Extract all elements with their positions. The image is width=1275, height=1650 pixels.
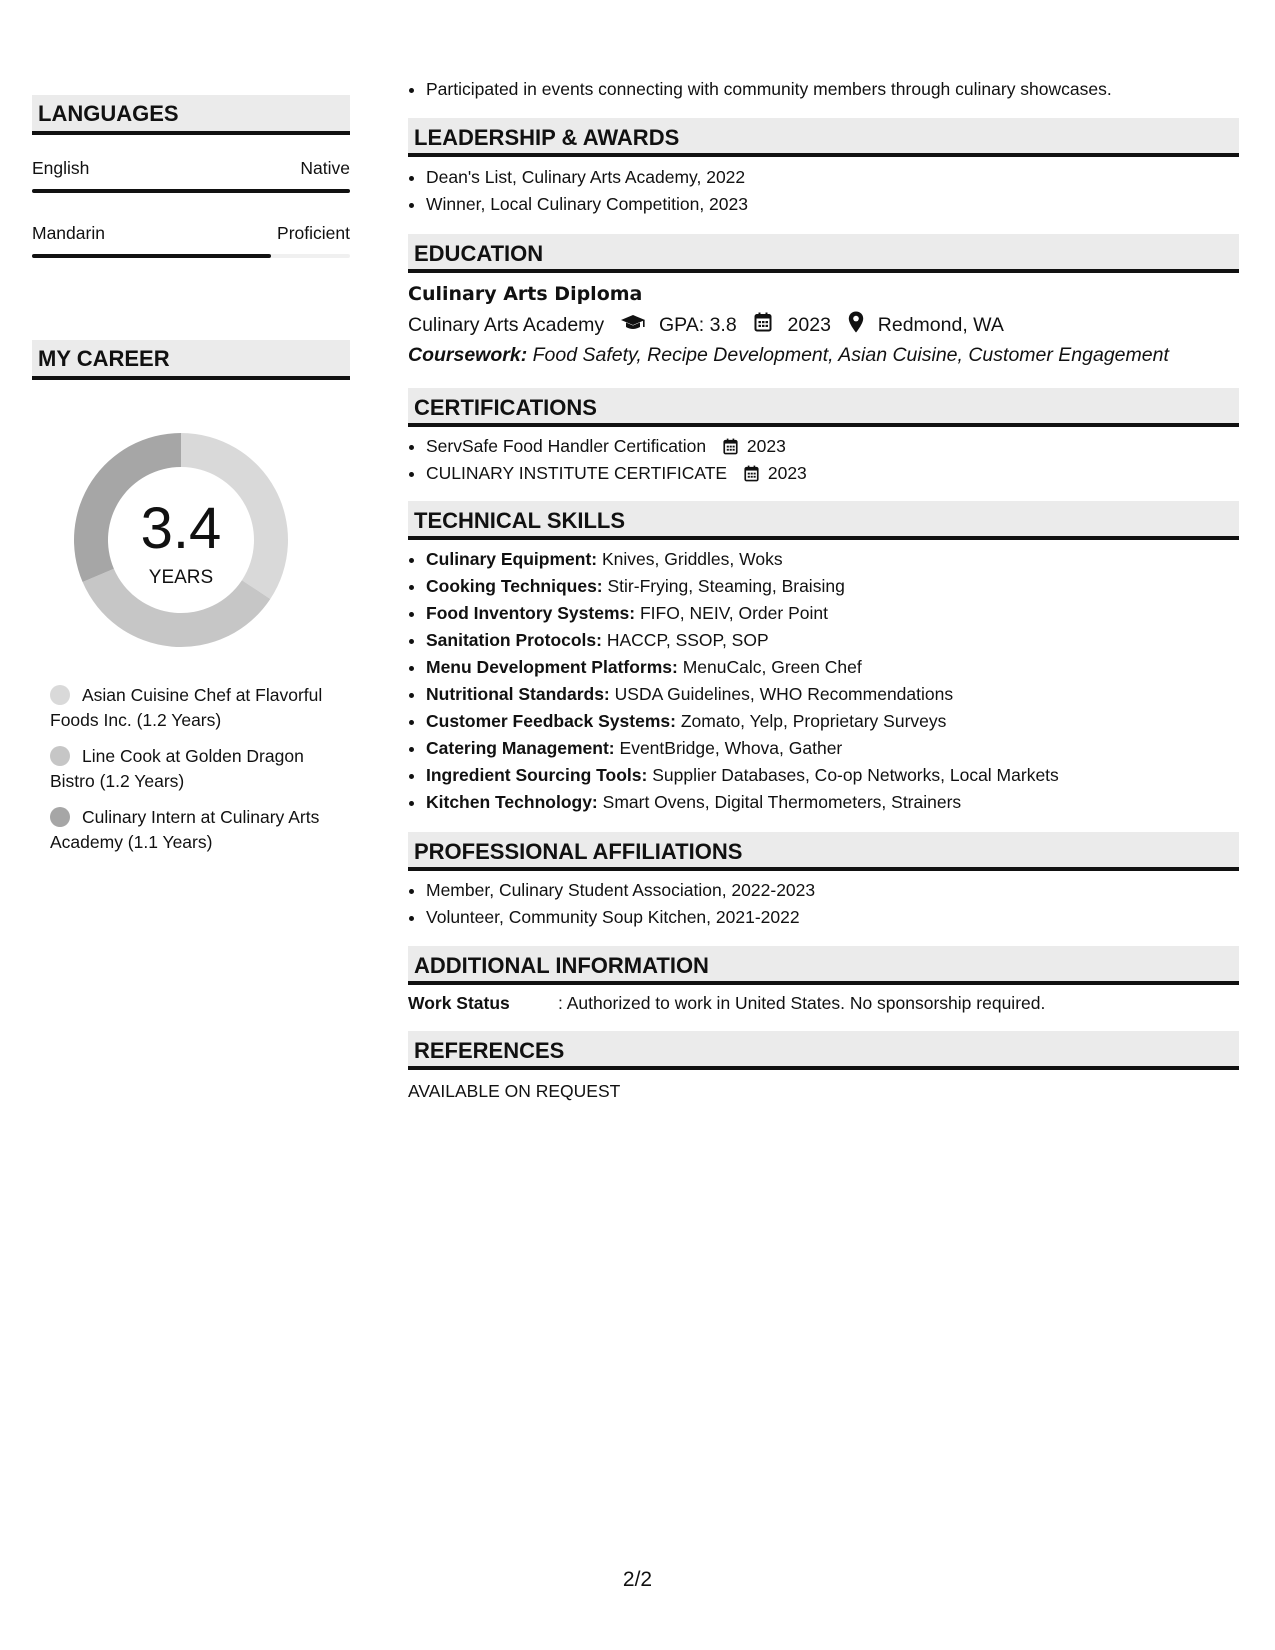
school-location: Redmond, WA [877,313,1004,336]
experience-continued-list [408,76,1239,103]
career-legend [50,683,350,866]
skill-item [426,573,1239,600]
skill-value: EventBridge, Whova, Gather [619,737,843,758]
skill-label: Catering Management: [426,737,615,758]
skill-item [426,546,1239,573]
skill-label: Ingredient Sourcing Tools: [426,764,648,785]
main-content [408,76,1239,1105]
career-item-text: Asian Cuisine Chef at Flavorful Foods Inc. (1.2 Years) [50,685,323,730]
skill-value: Knives, Griddles, Woks [602,548,783,569]
leadership-list [408,164,1239,218]
language-proficiency-fill [32,189,350,193]
list-item [426,460,1239,487]
skill-label: Nutritional Standards: [426,683,610,704]
location-pin-icon [848,311,864,333]
skill-value: Smart Ovens, Digital Thermometers, Strainers [602,791,962,812]
work-status-row [408,990,1239,1017]
career-donut [66,425,296,655]
certifications-heading: CERTIFICATIONS [408,388,1239,427]
skill-item [426,735,1239,762]
certification-name: ServSafe Food Handler Certification [426,435,707,456]
work-status-label: Work Status [408,992,510,1013]
skills-list [408,546,1239,816]
career-total: 3.4 [140,496,222,561]
certifications-list [408,433,1239,487]
skill-value: HACCP, SSOP, SOP [606,629,769,650]
gpa: GPA: 3.8 [659,313,737,336]
skills-heading: TECHNICAL SKILLS [408,501,1239,540]
list-item: • Member, Culinary Student Association, 2022-2023 [426,877,1239,904]
skill-label: Sanitation Protocols: [426,629,602,650]
list-item [426,433,1239,460]
calendar-icon [723,438,738,455]
languages-heading: LANGUAGES [32,95,350,135]
sidebar [32,95,350,852]
references-heading: REFERENCES [408,1031,1239,1070]
skill-label: Kitchen Technology: [426,791,598,812]
career-heading: MY CAREER [32,340,350,380]
skill-value: FIFO, NEIV, Order Point [639,602,828,623]
skill-label: Customer Feedback Systems: [426,710,676,731]
affiliations-list [408,877,1239,931]
additional-info-heading: ADDITIONAL INFORMATION [408,946,1239,985]
school-name: Culinary Arts Academy [408,313,605,336]
career-unit: YEARS [148,567,214,588]
skill-label: Menu Development Platforms: [426,656,678,677]
skill-item [426,789,1239,816]
certification-year: 2023 [746,435,786,456]
skill-value: USDA Guidelines, WHO Recommendations [614,683,954,704]
career-item [50,683,350,733]
graduation-cap-icon [620,314,646,332]
skill-item [426,654,1239,681]
language-item [32,223,350,258]
skill-item [426,627,1239,654]
skill-value: Zomato, Yelp, Proprietary Surveys [680,710,947,731]
coursework-label: Coursework: [408,343,528,366]
list-item: • Dean's List, Culinary Arts Academy, 2022 [426,164,1239,191]
skill-value: Stir-Frying, Steaming, Braising [607,575,845,596]
legend-dot-icon [50,746,70,766]
calendar-icon [754,312,772,332]
skill-value: Supplier Databases, Co-op Networks, Local Markets [652,764,1059,785]
skill-value: MenuCalc, Green Chef [682,656,862,677]
education-details [408,309,1239,340]
list-item: • Participated in events connecting with community members through culinary showcases. [426,76,1239,103]
career-item-text: Line Cook at Golden Dragon Bistro (1.2 Years) [50,746,304,791]
language-proficiency-bar [32,189,350,193]
leadership-heading: LEADERSHIP & AWARDS [408,118,1239,157]
references-text: AVAILABLE ON REQUEST [408,1080,621,1101]
education-entry [408,279,1239,370]
language-proficiency-bar [32,254,350,258]
list-item: • Volunteer, Community Soup Kitchen, 2021-2022 [426,904,1239,931]
work-status-value: : Authorized to work in United States. No sponsorship required. [558,992,1046,1013]
career-item [50,805,350,855]
list-item: • Winner, Local Culinary Competition, 2023 [426,191,1239,218]
skill-item [426,681,1239,708]
career-item-text: Culinary Intern at Culinary Arts Academy (1.1 Years) [50,807,320,852]
skill-label: Cooking Techniques: [426,575,603,596]
certification-year: 2023 [767,462,807,483]
coursework [408,340,1239,370]
skill-item [426,762,1239,789]
calendar-icon [744,465,759,482]
page-number: 2/2 [622,1568,653,1591]
legend-dot-icon [50,685,70,705]
language-name: Mandarin [32,223,105,243]
degree-title: Culinary Arts Diploma [408,283,643,305]
language-item [32,158,350,193]
language-proficiency-fill [32,254,271,258]
skill-item [426,708,1239,735]
affiliations-heading: PROFESSIONAL AFFILIATIONS [408,832,1239,871]
graduation-year: 2023 [787,313,831,336]
legend-dot-icon [50,807,70,827]
coursework-list: Food Safety, Recipe Development, Asian Cuisine, Customer Engagement [532,343,1169,366]
skill-label: Food Inventory Systems: [426,602,636,623]
language-level: Proficient [277,223,350,243]
language-level: Native [300,158,350,178]
career-item [50,744,350,794]
skill-item [426,600,1239,627]
language-name: English [32,158,90,178]
skill-label: Culinary Equipment: [426,548,598,569]
certification-name: CULINARY INSTITUTE CERTIFICATE [426,462,728,483]
education-heading: EDUCATION [408,234,1239,273]
